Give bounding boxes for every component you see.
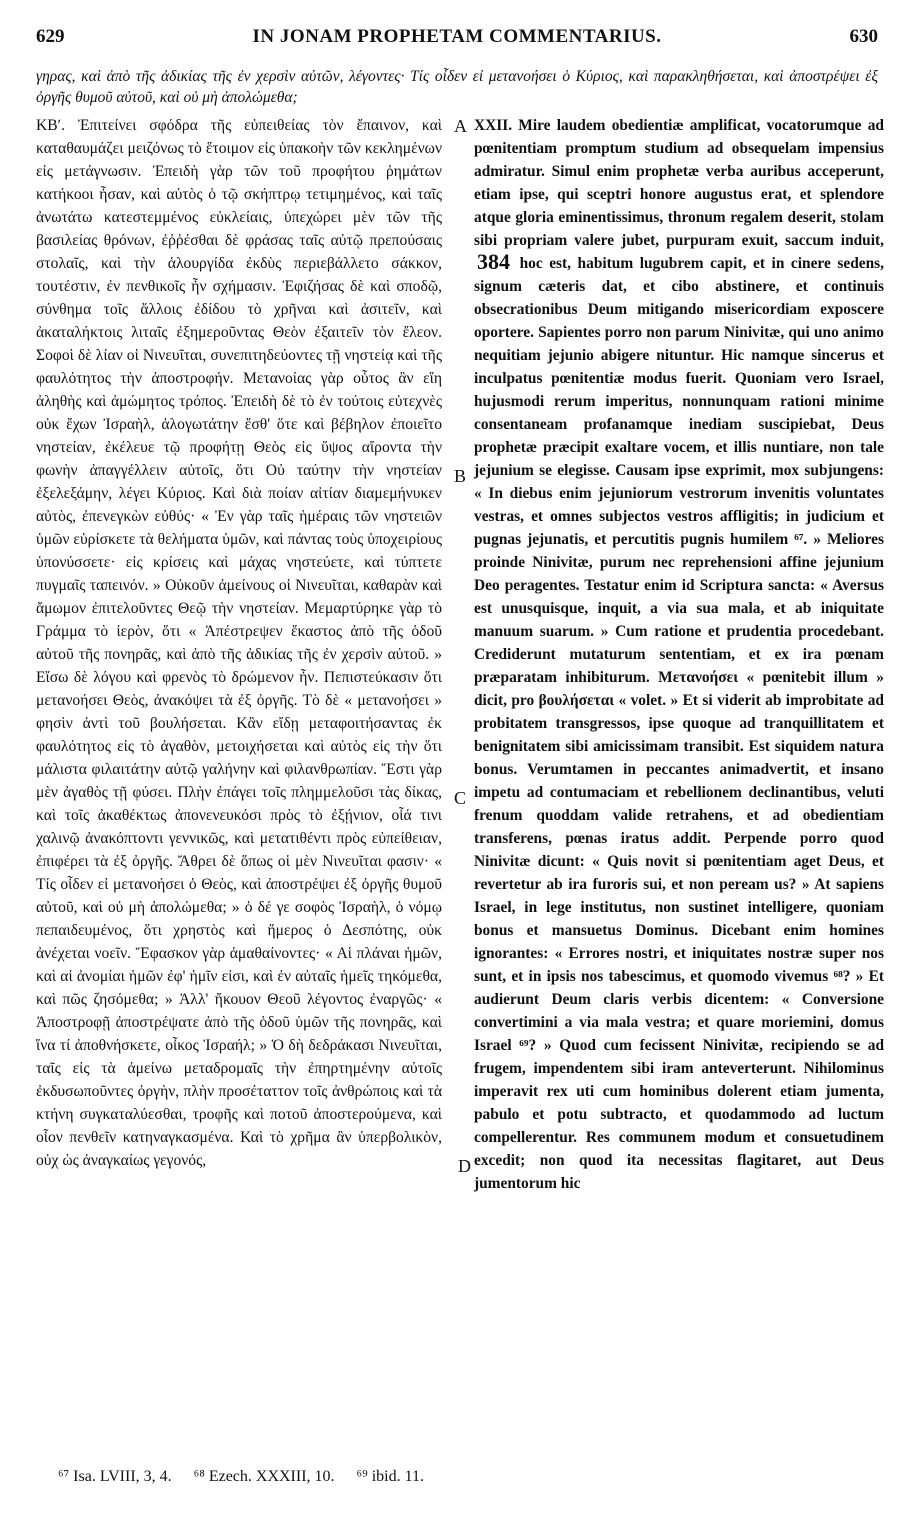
- page-number-left: 629: [36, 26, 65, 47]
- section-letter-c: C: [454, 788, 467, 808]
- footnote-67: ⁶⁷ Isa. LVIII, 3, 4.: [58, 1468, 172, 1485]
- section-letter-b: B: [454, 466, 467, 486]
- latin-text: [474, 114, 884, 1195]
- footnotes: [36, 1468, 878, 1486]
- greek-text: ΚΒʹ. Ἐπιτείνει σφόδρα τῆς εὐπειθείας τὸν ἔπαινον, καὶ καταθαυμάζει μειζόνως τὸ ἕτοιμον εἰς ὑπακοὴν τῶν κεκλημένων εἰς μετάγνωσιν. Ἐπειδὴ γὰρ τῶν τοῦ προφήτου ῥημάτων κατήκοοι ἦσαν, καὶ αὐτὸς ὁ τῷ σκήπτρῳ τετιμημένος, καὶ ταῖς ἀνωτάτω κατεστεμμένος εὐκλείαις, ὑπεχώρει μὲν τῶν τῆς βασιλείας θρόνων, ἐῤῥέσθαι δὲ φράσας ταῖς αὐτῷ πρεπούσαις στολαῖς, καὶ τὴν ἁλουργίδα ἐκδὺς περιεβάλλετο σάκκον, τουτέστιν, ἐν πενθικοῖς ἦν σχήμασιν. Ἐφιζήσας δὲ καὶ σποδῷ, σύνθημα τοῖς ἄλλοις ἐδίδου τὸ χρῆναι καὶ ἀσιτεῖν, καὶ ἀκαταλήκτοις λιταῖς ἐξημεροῦντας Θεὸν ἐξαιτεῖν τὸν ἔλεον. Σοφοὶ δὲ λίαν οἱ Νινευῖται, συνεπιτηδεύοντες τῇ νηστείᾳ καὶ τῆς φαυλότητος τὴν ἀποστροφήν. Μετανοίας γὰρ οὗτος ἂν εἴη ἀληθὴς καὶ ἀμώμητος τρόπος. Ἐπειδὴ δὲ τὸ ἐν τούτοις εὐτεχνὲς οὐκ ἔχων Ἰσραὴλ, ἀλογωτάτην ἔσθ' ὅτε καὶ βέβηλον ἐποιεῖτο νηστείαν, ἐκέλευε τῷ προφήτῃ Θεὸς εἰς ὕψος αἴροντα τὴν φωνὴν ἀπαγγέλλειν αὐτοῖς, ὅτι Οὐ ταύτην τὴν νηστείαν ἐξελεξάμην, λέγει Κύριος. Καὶ διὰ ποίαν αἰτίαν διαμεμήνυκεν αὐτὸς, ἐπενεγκὼν εὐθύς· « Ἐν γὰρ ταῖς ἡμέραις τῶν νηστειῶν ὑμῶν εὑρίσκετε τὰ θελήματα ὑμῶν, καὶ πάντας τοὺς ὑποχειρίους ὑπονύσσετε· εἰς κρίσεις καὶ μάχας νηστεύετε, καὶ τύπτετε πυγμαῖς ταπεινόν. » Οὐκοῦν ἀμείνους οἱ Νινευῖται, καθαρὰν καὶ ἄμωμον ἐπιτελοῦντες Θεῷ τὴν νηστείαν. Μεμαρτύρηκε γὰρ τὸ Γράμμα τὸ ἱερὸν, ὅτι « Ἀπέστρεψεν ἕκαστος ἀπὸ τῆς ὁδοῦ αὐτοῦ τῆς πονηρᾶς, καὶ ἀπὸ τῆς ἀδικίας τῆς ἐν χερσὶν αὐτοῦ. » Εἴσω δὲ λόγου καὶ φρενὸς τὸ δρώμενον ἦν. Πεπιστεύκασιν ὅτι μετανοήσει Θεὸς, ἀνακόψει τὰ ἐξ ὀργῆς. Τὸ δὲ « μετανοήσει » φησὶν ἀντὶ τοῦ βουλήσεται. Κἂν εἴδῃ μεταφοιτήσαντας ἐκ φαυλότητος εἰς τὸ ἀγαθὸν, μετοιχήσεται καὶ αὐτὸς εἰς τὴν ὅτι μάλιστα φιλαιτάτην αὐτῷ γαλήνην καὶ φιλανθρωπίαν. Ἔστι γὰρ μὲν ἀγαθὸς τῇ φύσει. Πλὴν ἐπάγει τοῖς πλημμελοῦσι τὰς δίκας, καὶ τοῖς ἀκαθέκτως ἀπονενευκόσι πρὸς τὸ ἐξῄνιον, οἷά τινι χαλινῷ ἀνακόπτοντι γεννικῶς, καὶ μετατιθέντι πρὸς εὐπείθειαν, ἐπιφέρει τὰ ἐξ ὀργῆς. Ἄθρει δὲ ὅπως οἱ μὲν Νινευῖται φασιν· « Τίς οἶδεν εἰ μετανοήσει ὁ Θεὸς, καὶ ἀποστρέψει ἐξ ὀργῆς θυμοῦ αὐτοῦ, καὶ οὐ μὴ ἀπολώμεθα; » ὁ δέ γε σοφὸς Ἰσραὴλ, ὁ νόμῳ πεπαιδευμένος, ὅτι χρηστὸς καὶ ἥμερος ὁ Δεσπότης, οὐκ ἀνέχεται νοεῖν. Ἔφασκον γὰρ ἀμαθαίνοντες· « Αἱ πλάναι ἡμῶν, καὶ αἱ ἀνομίαι ἡμῶν ἐφ' ἡμῖν εἰσι, καὶ ἐν αὐταῖς ἡμεῖς τηκόμεθα, καὶ πῶς ζησόμεθα; » Ἀλλ' ἤκουον Θεοῦ λέγοντος ἐναργῶς· « Ἀποστροφῇ ἀποστρέψατε ἀπὸ τῆς ὁδοῦ ὑμῶν τῆς πονηρᾶς, καὶ ἵνα τί ἀποθνήσκετε, οἶκος Ἰσραήλ; » Ὁ δὴ δεδράκασι Νινευῖται, ταῖς εἰς τὰ ἀμείνω μεταδρομαῖς τὴν ἐπηρτημένην αὐτοῖς ἐκδυσωποῦντες ὀργὴν, πλὴν προσέταττον τοῖς ἀνθρώποις καὶ τὰ κτήνη συγκαταλύεσθαι, τροφῆς καὶ ποτοῦ ἀποστερούμενα, καὶ οἷον πενθεῖν κατηναγκασμένα. Καὶ τὸ χρῆμα ἂν ὑπερβολικὸν, οὐχ ὡς ἀναγκαίως γεγονός,: [36, 117, 442, 1169]
- greek-column: [36, 114, 442, 1172]
- latin-text-part-2: hoc est, habitum lugubrem capit, et in cinere sedens, signum cæteris dat, et cibo abstinere, et continuis obsecrationibus Deum mitigando misericordiam exposcere oportere. Sapientes porro non parum Ninivitæ, qui uno animo nequitiam jejunio abigere nituntur. Hic namque sincerus et inculpatus pœnitentiæ modus fuerit. Quoniam vero Israel, hujusmodi rerum imperitus, nonnunquam rationi minime consentaneam profanamque inediam suscipiebat, Deus prophetæ præcipit exaltare vocem, et illis nuntiare, non tale jejunium se elegisse. Causam ipse exprimit, mox subjungens: « In diebus enim jejuniorum vestrorum invenitis voluntates vestras, et omnes subjectos vestros affligitis; in judicium et pugnas jejunatis, et percutitis pugnis humilem ⁶⁷. » Meliores proinde Ninivitæ, purum nec reprehensioni affine jejunium Deo peragentes. Testatur enim id Scriptura sancta: « Aversus est unusquisque, inquit, a via sua mala, et ab iniquitate manuum suarum. » Cum ratione et prudentia procedebant. Crediderunt mutaturum sententiam, et ex ira pœnam præparatam inhibiturum. Μετανοήσει « pœnitebit illum » dicit, pro βουλήσεται « volet. » Et si viderit ab improbitate ad probitatem transgressos, ipse quoque ad tranquillitatem et benignitatem sibi amicissimam transibit. Est siquidem natura bonus. Verumtamen in peccantes animadvertit, et insano impetu ad contumaciam et rebellionem declinantibus, veluti frenum quoddam valide retrahens, et ad obedientiam transferens, pœnas iratus addit. Perpende porro quod Ninivitæ dicunt: « Quis novit si pœnitentiam aget Deus, et revertetur ab ira furoris sui, et non peream us? » At sapiens Israel, in lege institutus, non sustinet intelligere, quoniam bonus et mansuetus Dominus. Dicebant enim homines ignorantes: « Errores nostri, et iniquitates nostræ super nos sunt, et in ipsis nos tabescimus, et quomodo vivemus ⁶⁸? » Et audierunt Deum claris verbis dicentem: « Conversione convertimini a via mala vestra; et quare moriemini, domus Israel ⁶⁹? » Quod cum fecissent Ninivitæ, recipiendo se ad frugem, impendentem sibi iram anteverterunt. Nihilominus imperavit rex uti cum hominibus dolerent etiam jumenta, pabulo et potu subtracto, et quodammodo ad luctum compellerentur. Res communem modum et consuetudinem excedit; non quod ita necessitas flagitaret, aut Deus jumentorum hic: [474, 255, 884, 1192]
- latin-text-part-1: XXII. Mire laudem obedientiæ amplificat, vocatorumque ad pœnitentiam promptum studium ad obsequelam impensius admiratur. Simul enim prophetæ verba auribus acceperunt, etiam ipse, qui sceptri honore augustus erat, et splendore atque gloria eminentissimus, thronum regalem deserit, stolam sibi propriam valere jubet, purpuram exuit, saccum induit,: [474, 117, 884, 249]
- page-number-right: 630: [849, 26, 878, 47]
- footnote-68: ⁶⁸ Ezech. XXXIII, 10.: [193, 1468, 335, 1485]
- running-head: [36, 26, 878, 52]
- scripture-verse: γηρας, καὶ ἀπὸ τῆς ἀδικίας τῆς ἐν χερσὶν αὐτῶν, λέγοντες· Τίς οἶδεν εἰ μετανοήσει ὁ Κύριος, καὶ παρακληθήσεται, καὶ ἀποστρέψει ἐξ ὀργῆς θυμοῦ αὐτοῦ, καὶ οὐ μὴ ἀπολώμεθα;: [36, 68, 878, 106]
- section-letter-d: D: [458, 1156, 471, 1176]
- footnote-69: ⁶⁹ ibid. 11.: [356, 1468, 424, 1485]
- folio-marker: 384: [477, 249, 510, 274]
- section-letter-a: A: [454, 116, 467, 136]
- page-title: IN JONAM PROPHETAM COMMENTARIUS.: [252, 26, 662, 47]
- latin-column: [474, 114, 884, 1195]
